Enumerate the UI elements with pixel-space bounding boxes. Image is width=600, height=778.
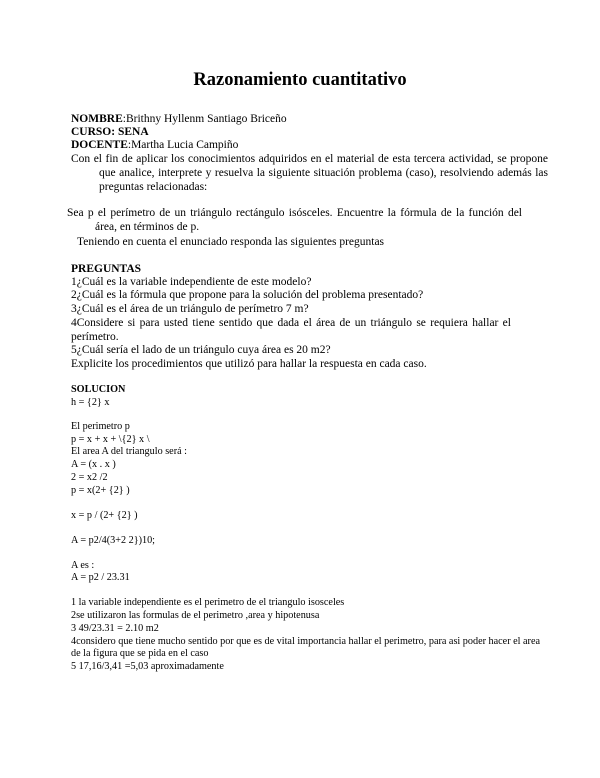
nombre-line xyxy=(71,112,287,126)
intro-paragraph: Con el fin de aplicar los conocimientos adquiridos en el material de esta tercera actividad, se propone que analice, interprete y resuelva la siguiente situación problema (caso), resolviendo además las preguntas relacionadas: xyxy=(71,153,548,193)
solution-line: A = p2/4(3+2 2})10; xyxy=(71,535,156,546)
question-1: 1¿Cuál es la variable independiente de este modelo? xyxy=(71,276,312,288)
solution-line: El perimetro p xyxy=(71,421,130,432)
answer-1: 1 la variable independiente es el perimetro de el triangulo isosceles xyxy=(71,597,345,608)
solution-line: p = x + x + \{2} x \ xyxy=(71,434,150,445)
answer-3: 3 49/23.31 = 2.10 m2 xyxy=(71,623,159,634)
docente-value: :Martha Lucia Campiño xyxy=(127,139,239,151)
question-4: 4Considere si para usted tiene sentido que dada el área de un triángulo se requiera hallar el perímetro. xyxy=(71,317,511,343)
document-title: Razonamiento cuantitativo xyxy=(193,70,407,90)
questions-heading: PREGUNTAS xyxy=(71,263,142,275)
solution-line: A es : xyxy=(71,560,95,571)
solution-line: p = x(2+ {2} ) xyxy=(71,485,130,496)
solution-line: El area A del triangulo será : xyxy=(71,446,187,457)
question-3: 3¿Cuál es el área de un triángulo de perímetro 7 m? xyxy=(71,303,309,315)
solution-line: 2 = x2 /2 xyxy=(71,472,108,483)
nombre-value: :Brithny Hyllenm Santiago Briceño xyxy=(122,113,287,125)
solution-line: A = (x . x ) xyxy=(71,459,116,470)
question-instructions: Explicite los procedimientos que utilizó para hallar la respuesta en cada caso. xyxy=(71,358,427,370)
question-2: 2¿Cuál es la fórmula que propone para la solución del problema presentado? xyxy=(71,289,424,301)
nombre-label: NOMBRE xyxy=(71,113,123,125)
question-5: 5¿Cuál sería el lado de un triángulo cuya área es 20 m2? xyxy=(71,344,331,356)
answer-2: 2se utilizaron las formulas de el perimetro ,area y hipotenusa xyxy=(71,610,320,621)
solution-line: x = p / (2+ {2} ) xyxy=(71,510,138,521)
problem-note: Teniendo en cuenta el enunciado responda las siguientes preguntas xyxy=(77,236,385,248)
curso-value: SENA xyxy=(115,126,149,138)
solution-line: A = p2 / 23.31 xyxy=(71,572,130,583)
problem-text: Sea p el perímetro de un triángulo rectángulo isósceles. Encuentre la fórmula de la función del área, en términos de p. xyxy=(67,207,522,233)
docente-label: DOCENTE xyxy=(71,139,128,151)
curso-line xyxy=(71,125,149,139)
solution-heading: SOLUCION xyxy=(71,384,126,395)
answer-5: 5 17,16/3,41 =5,03 aproximadamente xyxy=(71,661,224,672)
solution-line: h = {2} x xyxy=(71,397,110,408)
answer-4: 4considero que tiene mucho sentido por que es de vital importancia hallar el perimetro, para asi poder hacer el area de la figura que se pida en el caso xyxy=(71,636,540,659)
curso-label: CURSO: xyxy=(71,126,116,138)
problem-statement xyxy=(67,206,522,234)
docente-line xyxy=(71,138,238,152)
